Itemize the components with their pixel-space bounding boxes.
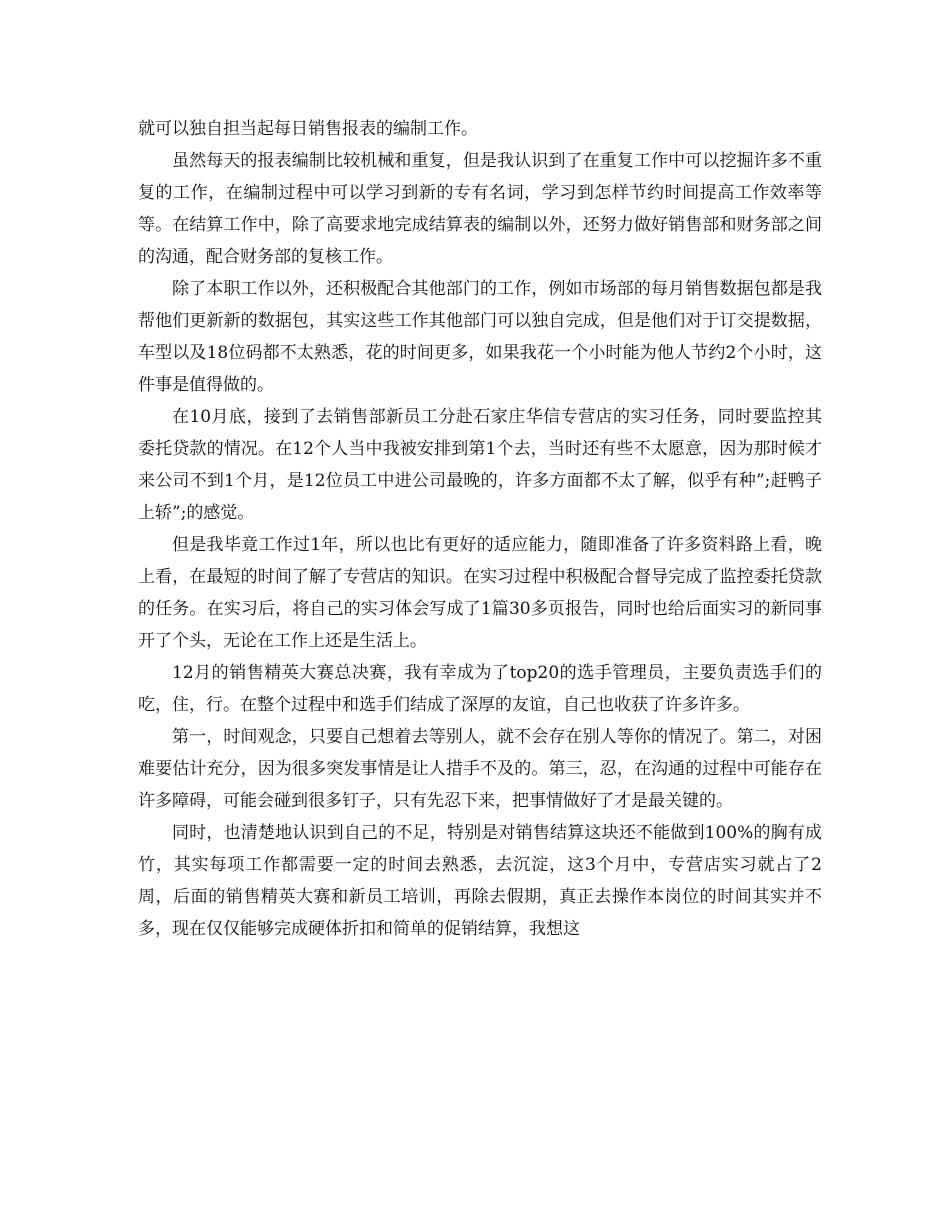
paragraph-8: 同时，也清楚地认识到自己的不足，特别是对销售结算这块还不能做到100%的胸有成竹，其实每项工作都需要一定的时间去熟悉，去沉淀，这3个月中，专营店实习就占了2周，后面的销售精英大赛和新员工培训，再除去假期，真正去操作本岗位的时间其实并不多，现在仅仅能够完成硬体折扣和简单的促销结算，我想这	[138, 823, 822, 939]
paragraph-6: 12月的销售精英大赛总决赛，我有幸成为了top20的选手管理员，主要负责选手们的吃，住，行。在整个过程中和选手们结成了深厚的友谊，自己也收获了许多许多。	[138, 663, 822, 715]
paragraph-1: 就可以独自担当起每日销售报表的编制工作。	[138, 119, 478, 139]
paragraph-4: 在10月底，接到了去销售部新员工分赴石家庄华信专营店的实习任务，同时要监控其委托贷款的情况。在12个人当中我被安排到第1个去，当时还有些不太愿意，因为那时候才来公司不到1个月，是12位员工中进公司最晚的，许多方面都不太了解，似乎有种”;赶鸭子上轿”;的感觉。	[138, 407, 822, 523]
paragraph-5: 但是我毕竟工作过1年，所以也比有更好的适应能力，随即准备了许多资料路上看，晚上看，在最短的时间了解了专营店的知识。在实习过程中积极配合督导完成了监控委托贷款的任务。在实习后，将自己的实习体会写成了1篇30多页报告，同时也给后面实习的新同事开了个头，无论在工作上还是生活上。	[138, 535, 822, 651]
paragraph-2: 虽然每天的报表编制比较机械和重复，但是我认识到了在重复工作中可以挖掘许多不重复的工作，在编制过程中可以学习到新的专有名词，学习到怎样节约时间提高工作效率等等。在结算工作中，除了高要求地完成结算表的编制以外，还努力做好销售部和财务部之间的沟通，配合财务部的复核工作。	[138, 151, 822, 267]
paragraph-3: 除了本职工作以外，还积极配合其他部门的工作，例如市场部的每月销售数据包都是我帮他们更新新的数据包，其实这些工作其他部门可以独自完成，但是他们对于订交提数据，车型以及18位码都不太熟悉，花的时间更多，如果我花一个小时能为他人节约2个小时，这件事是值得做的。	[138, 279, 822, 395]
paragraph-7: 第一，时间观念，只要自己想着去等别人，就不会存在别人等你的情况了。第二，对困难要估计充分，因为很多突发事情是让人措手不及的。第三，忍，在沟通的过程中可能存在许多障碍，可能会碰到很多钉子，只有先忍下来，把事情做好了才是最关键的。	[138, 727, 822, 811]
document-body	[138, 113, 822, 945]
